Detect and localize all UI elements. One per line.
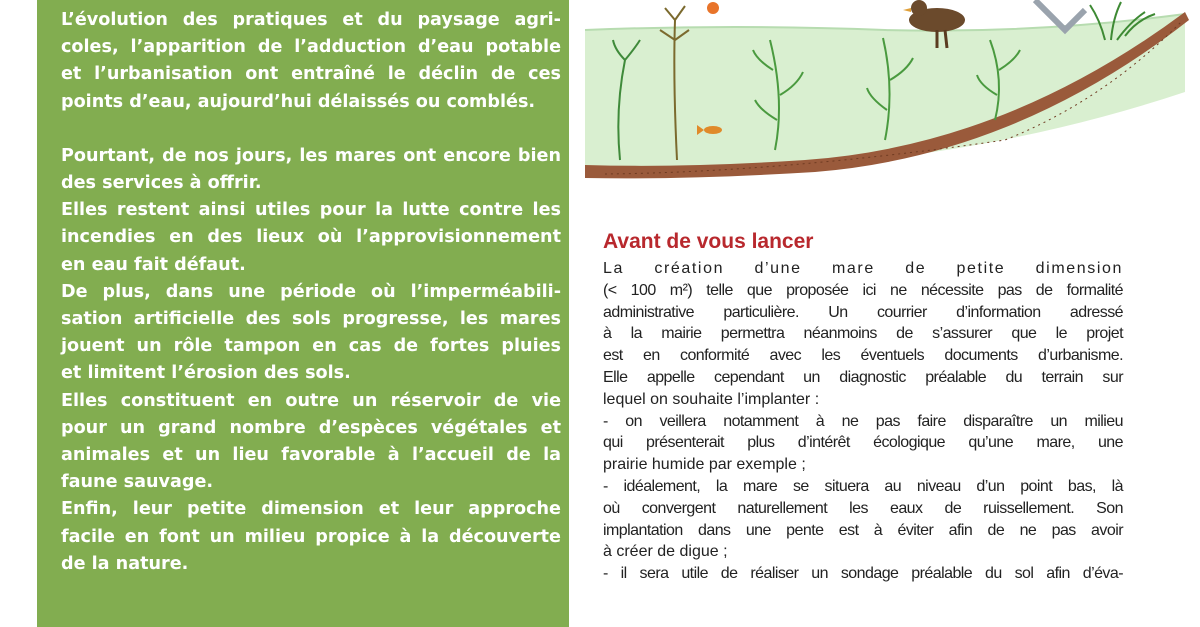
text-line: lequel on souhaite l’implanter : bbox=[603, 390, 820, 408]
text-line: Elles constituent en outre un réservoir de vie bbox=[61, 390, 561, 411]
paragraph-buffer-role bbox=[61, 279, 561, 388]
text-line: La création d’une mare de petite dimension bbox=[603, 260, 1123, 277]
text-line: implantation dans une pente est à éviter afin de ne pas avoir bbox=[603, 521, 1123, 539]
before-you-start-section bbox=[603, 229, 1123, 585]
paragraph-decline bbox=[61, 7, 561, 116]
paragraph-biodiversity bbox=[61, 388, 561, 497]
section-heading: Avant de vous lancer bbox=[603, 230, 814, 253]
text-line: faune sauvage. bbox=[61, 472, 214, 493]
text-line: et limitent l’érosion des sols. bbox=[61, 363, 351, 384]
paragraph-services bbox=[61, 143, 561, 197]
text-line: points d’eau, aujourd’hui délaissés ou comblés. bbox=[61, 91, 536, 112]
panel-text bbox=[61, 7, 561, 578]
text-line: administrative particulière. Un courrier d’information adressé bbox=[603, 303, 1123, 321]
flower-icon bbox=[707, 2, 719, 14]
text-line: des services à offrir. bbox=[61, 173, 262, 194]
paragraph-discovery bbox=[61, 496, 561, 578]
text-line: à créer de digue ; bbox=[603, 543, 728, 561]
text-line: (< 100 m²) telle que proposée ici ne nécessite pas de formalité bbox=[603, 281, 1123, 299]
text-line: facile en font un milieu propice à la découverte bbox=[61, 526, 561, 547]
text-line: qui présenterait plus d’intérêt écologique qu’une mare, une bbox=[603, 434, 1123, 452]
text-line: est en conformité avec les éventuels documents d’urbanisme. bbox=[603, 347, 1123, 365]
fish-icon bbox=[704, 126, 722, 134]
text-line: - il sera utile de réaliser un sondage préalable du sol afin d’éva- bbox=[603, 565, 1123, 583]
text-line: Enfin, leur petite dimension et leur approche bbox=[61, 499, 561, 520]
pond-cross-section-illustration bbox=[585, 0, 1200, 190]
text-line: Elle appelle cependant un diagnostic préalable du terrain sur bbox=[603, 368, 1123, 386]
green-info-panel bbox=[37, 0, 569, 627]
text-line: Elles restent ainsi utiles pour la lutte contre les bbox=[61, 200, 561, 221]
text-line: incendies en des lieux où l’approvisionnement bbox=[61, 227, 561, 248]
text-line: pour un grand nombre d’espèces végétales et bbox=[61, 417, 561, 438]
text-line: jouent un rôle tampon en cas de fortes pluies bbox=[61, 336, 561, 357]
text-line: - idéalement, la mare se situera au niveau d’un point bas, là bbox=[603, 477, 1123, 495]
text-line: coles, l’apparition de l’adduction d’eau potable bbox=[61, 37, 561, 58]
text-line: de la nature. bbox=[61, 553, 189, 574]
section-body bbox=[603, 258, 1123, 585]
text-line: L’évolution des pratiques et du paysage agri- bbox=[61, 10, 561, 30]
text-line: Pourtant, de nos jours, les mares ont encore bien bbox=[61, 145, 561, 166]
text-line: et l’urbanisation ont entraîné le déclin de ces bbox=[61, 64, 561, 85]
text-line: à la mairie permettra néanmoins de s’assurer que le projet bbox=[603, 325, 1123, 343]
paragraph-fire-fighting bbox=[61, 197, 561, 279]
text-line: animales et un lieu favorable à l’accueil de la bbox=[61, 445, 561, 466]
text-line: en eau fait défaut. bbox=[61, 254, 246, 275]
text-line: où convergent naturellement les eaux de ruissellement. Son bbox=[603, 499, 1123, 517]
text-line: - on veillera notamment à ne pas faire disparaître un milieu bbox=[603, 412, 1123, 430]
text-line: prairie humide par exemple ; bbox=[603, 456, 806, 474]
text-line: De plus, dans une période où l’imperméabili- bbox=[61, 281, 561, 302]
text-line: sation artificielle des sols progresse, les mares bbox=[61, 309, 561, 330]
